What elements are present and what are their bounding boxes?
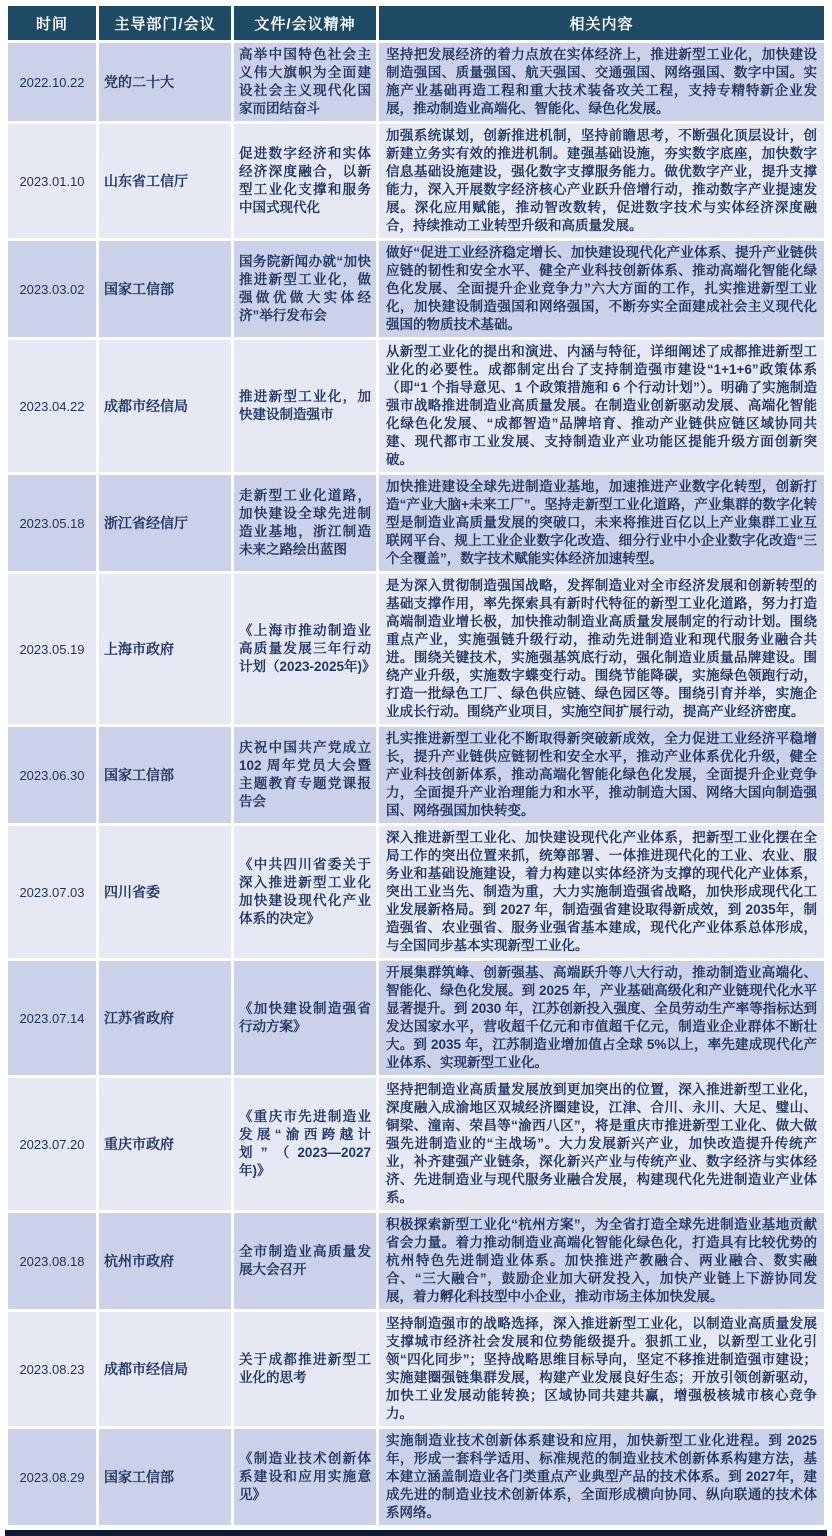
- cell-department: 山东省工信厅: [99, 124, 231, 238]
- table-row: [8, 124, 824, 238]
- cell-document: 《加快建设制造强省行动方案》: [234, 961, 376, 1075]
- cell-date: 2023.07.03: [8, 826, 96, 958]
- cell-content: 坚持把发展经济的着力点放在实体经济上，推进新型工业化，加快建设制造强国、质量强国、航天强国、交通强国、网络强国、数字中国。实施产业基础再造工程和重大技术装备攻关工程，支持专精特新企业发展，推动制造业高端化、智能化、绿色化发展。: [379, 43, 824, 121]
- cell-department: 党的二十大: [99, 43, 231, 121]
- cell-date: 2023.05.19: [8, 574, 96, 724]
- table-row: [8, 574, 824, 724]
- cell-content: 扎实推进新型工业化不断取得新突破新成效，全力促进工业经济平稳增长，提升产业链供应链韧性和安全水平，推动产业体系优化升级，健全产业科技创新体系，推动高端化智能化绿色化发展，全面提升企业竞争力，全面提升产业治理能力和水平，推动制造大国、网络大国向制造强国、网络强国加快转变。: [379, 727, 824, 823]
- cell-content: 坚持把制造业高质量发展放到更加突出的位置，深入推进新型工业化，深度融入成渝地区双城经济圈建设，江津、合川、永川、大足、璧山、铜梁、潼南、荣昌等“渝西八区”，将是重庆市推进新型工业化、做大做强先进制造业的“主战场”。大力发展新兴产业，加快改造提升传统产业，补齐建强产业链条，深化新兴产业与传统产业、数字经济与实体经济、先进制造业与现代服务业融合发展，构建现代化先进制造业产业体系。: [379, 1078, 824, 1210]
- cell-department: 江苏省政府: [99, 961, 231, 1075]
- cell-document: 《重庆市先进制造业发展“渝西跨越计划”（2023—2027 年)》: [234, 1078, 376, 1210]
- cell-department: 重庆市政府: [99, 1078, 231, 1210]
- table-row: [8, 340, 824, 472]
- cell-content: 做好“促进工业经济稳定增长、加快建设现代化产业体系、提升产业链供应链的韧性和安全水平、健全产业科技创新体系、推动高端化智能化绿色化发展、全面提升企业竞争力”六大方面的工作，扎实推进新型工业化，加快建设制造强国和网络强国，不断夯实全面建成社会主义现代化强国的物质技术基础。: [379, 241, 824, 337]
- cell-date: 2023.07.20: [8, 1078, 96, 1210]
- cell-document: 庆祝中国共产党成立 102 周年党员大会暨主题教育专题党课报告会: [234, 727, 376, 823]
- cell-document: 高举中国特色社会主义伟大旗帜为全面建设社会主义现代化国家而团结奋斗: [234, 43, 376, 121]
- cell-content: 实施制造业技术创新体系建设和应用，加快新型工业化进程。到 2025 年，形成一套科学适用、标准规范的制造业技术创新体系构建方法，基本建立涵盖制造业各门类重点产业典型产品的技术体系。到 2027年，建成先进的制造业技术创新体系，全面形成横向协同、纵向联通的技术体系网络。: [379, 1429, 824, 1525]
- header-cell-time: 时间: [8, 6, 96, 40]
- cell-content: 从新型工业化的提出和演进、内涵与特征，详细阐述了成都推进新型工业化的必要性。成都制定出台了支持制造强市建设“1+1+6”政策体系（即“1 个指导意见、1 个政策措施和 6 个行动计划”）。明确了实施制造强市战略推进制造业高质量发展。在制造业创新驱动发展、高端化智能化绿色化发展、“成都智造”品牌培育、推动产业链供应链区域协同共建、现代都市工业发展、支持制造业产业功能区提能升级方面创新突破。: [379, 340, 824, 472]
- cell-date: 2023.05.18: [8, 475, 96, 571]
- cell-document: 全市制造业高质量发展大会召开: [234, 1213, 376, 1309]
- table-row: [8, 826, 824, 958]
- cell-date: 2023.01.10: [8, 124, 96, 238]
- cell-document: 促进数字经济和实体经济深度融合，以新型工业化支撑和服务中国式现代化: [234, 124, 376, 238]
- cell-document: 国务院新闻办就“加快推进新型工业化，做强做优做大实体经济”举行发布会: [234, 241, 376, 337]
- table-row: [8, 1213, 824, 1309]
- cell-document: 《中共四川省委关于深入推进新型工业化加快建设现代化产业体系的决定》: [234, 826, 376, 958]
- cell-department: 浙江省经信厅: [99, 475, 231, 571]
- cell-department: 国家工信部: [99, 1429, 231, 1525]
- header-cell-department: 主导部门/会议: [99, 6, 231, 40]
- cell-content: 积极探索新型工业化“杭州方案”，为全省打造全球先进制造业基地贡献省会力量。着力推动制造业高端化智能化绿色化，打造具有比较优势的杭州特色先进制造业体系。加快推进产教融合、两业融合、数实融合、“三大融合”，鼓励企业加大研发投入，加快产业链上下游协同发展，着力孵化科技型中小企业，推动市场主体加快发展。: [379, 1213, 824, 1309]
- cell-department: 四川省委: [99, 826, 231, 958]
- cell-date: 2023.08.23: [8, 1312, 96, 1426]
- cell-content: 开展集群筑峰、创新强基、高端跃升等八大行动，推动制造业高端化、智能化、绿色化发展。到 2025 年，产业基础高级化和产业链现代化水平显著提升。到 2030 年，江苏创新投入强度、全员劳动生产率等指标达到发达国家水平，营收超千亿元和市值超千亿元，制造业企业群体不断壮大。到 2035 年，江苏制造业增加值占全球 5%以上，率先建成现代化产业体系、实现新型工业化。: [379, 961, 824, 1075]
- bottom-border-bar: [5, 1530, 827, 1536]
- table-row: [8, 475, 824, 571]
- table-header-row: [8, 6, 824, 40]
- cell-date: 2023.08.18: [8, 1213, 96, 1309]
- cell-document: 《上海市推动制造业高质量发展三年行动计划（2023-2025年)》: [234, 574, 376, 724]
- cell-content: 加强系统谋划，创新推进机制，坚持前瞻思考，不断强化顶层设计，创新建立务实有效的推进机制。建强基础设施，夯实数字底座，加快数字信息基础设施建设，强化数字支撑服务能力。做优数字产业，提升支撑能力，深入开展数字经济核心产业跃升倍增行动，推动数字产业提速发展。深化应用赋能，推动智改数转，促进数字技术与实体经济深度融合，持续推动工业转型升级和高质量发展。: [379, 124, 824, 238]
- table-row: [8, 1312, 824, 1426]
- cell-date: 2023.04.22: [8, 340, 96, 472]
- cell-document: 关于成都推进新型工业化的思考: [234, 1312, 376, 1426]
- cell-date: 2023.03.02: [8, 241, 96, 337]
- cell-content: 坚持制造强市的战略选择，深入推进新型工业化，以制造业高质量发展支撑城市经济社会发展和位势能级提升。狠抓工业，以新型工业化引领“四化同步”；坚持战略思维目标导向，坚定不移推进制造强市建设；实施建圈强链集群发展，构建产业发展良好生态；开放引领创新驱动，加快工业发展动能转换；区域协同共建共赢，增强极核城市核心竞争力。: [379, 1312, 824, 1426]
- header-cell-content: 相关内容: [379, 6, 824, 40]
- cell-content: 加快推进建设全球先进制造业基地，加速推进产业数字化转型，创新打造“产业大脑+未来工厂”。坚持走新型工业化道路，产业集群的数字化转型是制造业高质量发展的突破口，未来将推进百亿以上产业集群工业互联网平台、规上工业企业数字化改造、细分行业中小企业数字化改造“三个全覆盖”，数字技术赋能实体经济加速转型。: [379, 475, 824, 571]
- cell-content: 深入推进新型工业化、加快建设现代化产业体系，把新型工业化摆在全局工作的突出位置来抓，统筹部署、一体推进现代化的工业、农业、服务业和基础设施建设，着力构建以实体经济为支撑的现代化产业体系，突出工业当先、制造为重，大力实施制造强省战略，加快形成现代化工业发展新格局。到 2027 年，制造强省建设取得新成效，到 2035年，制造强省、农业强省、服务业强省基本建成，现代化产业体系总体形成，与全国同步基本实现新型工业化。: [379, 826, 824, 958]
- table-row: [8, 727, 824, 823]
- table-row: [8, 1429, 824, 1525]
- cell-department: 成都市经信局: [99, 340, 231, 472]
- cell-date: 2023.08.29: [8, 1429, 96, 1525]
- table-row: [8, 961, 824, 1075]
- header-cell-document: 文件/会议精神: [234, 6, 376, 40]
- cell-document: 《制造业技术创新体系建设和应用实施意见》: [234, 1429, 376, 1525]
- cell-department: 国家工信部: [99, 241, 231, 337]
- cell-document: 走新型工业化道路，加快建设全球先进制造业基地，浙江制造未来之路绘出蓝图: [234, 475, 376, 571]
- table-row: [8, 43, 824, 121]
- policy-table: [5, 3, 827, 1528]
- cell-date: 2022.10.22: [8, 43, 96, 121]
- cell-date: 2023.07.14: [8, 961, 96, 1075]
- table-row: [8, 1078, 824, 1210]
- cell-content: 是为深入贯彻制造强国战略，发挥制造业对全市经济发展和创新转型的基础支撑作用，率先探索具有新时代特征的新型工业化道路，努力打造高端制造业增长极，加快推动制造业高质量发展制定的行动计划。围绕重点产业，实施强链升级行动，推动先进制造业和现代服务业融合共进。围绕关键技术，实施强基筑底行动，强化制造业质量品牌建设。围绕产业升级，实施数字蝶变行动。围绕节能降碳，实施绿色领跑行动，打造一批绿色工厂、绿色供应链、绿色园区等。围绕引育并举，实施企业成长行动。围绕产业项目，实施空间扩展行动，提高产业经济密度。: [379, 574, 824, 724]
- cell-department: 国家工信部: [99, 727, 231, 823]
- table-row: [8, 241, 824, 337]
- cell-department: 杭州市政府: [99, 1213, 231, 1309]
- cell-date: 2023.06.30: [8, 727, 96, 823]
- cell-document: 推进新型工业化，加快建设制造强市: [234, 340, 376, 472]
- cell-department: 成都市经信局: [99, 1312, 231, 1426]
- cell-department: 上海市政府: [99, 574, 231, 724]
